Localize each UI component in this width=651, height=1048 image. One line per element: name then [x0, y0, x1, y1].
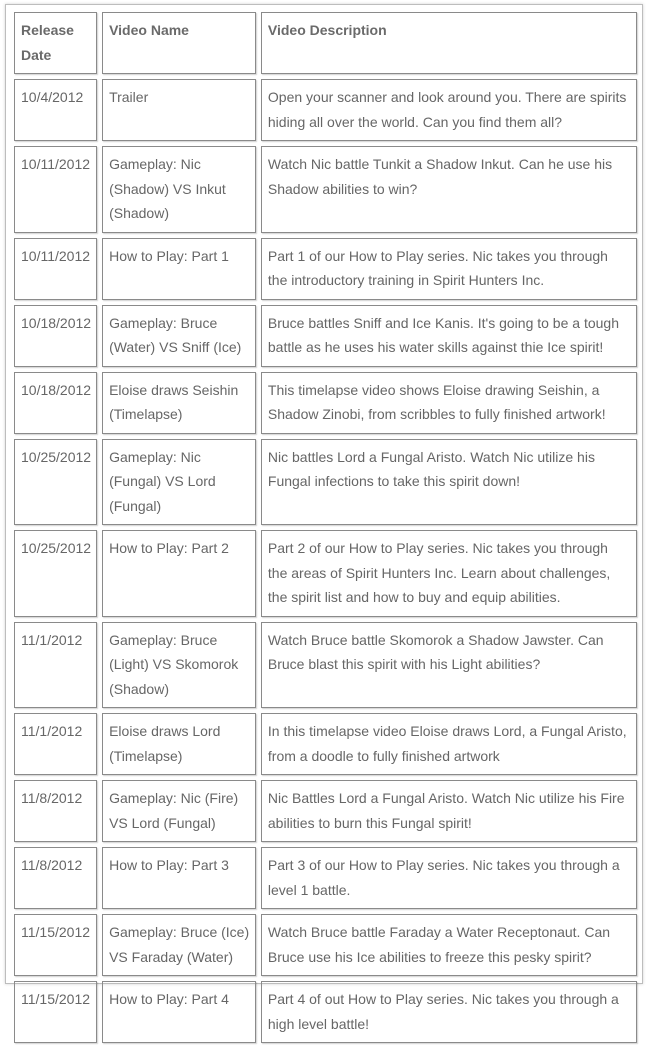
release-date-cell: 10/18/2012	[14, 372, 97, 434]
release-date-cell: 10/25/2012	[14, 439, 97, 526]
release-date-cell: 11/8/2012	[14, 780, 97, 842]
release-date-cell: 10/18/2012	[14, 305, 97, 367]
table-body	[14, 79, 637, 1043]
video-description-cell: Open your scanner and look around you. There are spirits hiding all over the world. Can you find them all?	[261, 79, 637, 141]
release-date-cell: 10/25/2012	[14, 530, 97, 617]
header-video-name: Video Name	[102, 12, 256, 74]
video-name-cell: Gameplay: Nic (Shadow) VS Inkut (Shadow)	[102, 146, 256, 233]
table-row	[14, 372, 637, 434]
release-date-cell: 11/1/2012	[14, 622, 97, 709]
table-row	[14, 238, 637, 300]
video-name-cell: Trailer	[102, 79, 256, 141]
video-name-cell: Eloise draws Lord (Timelapse)	[102, 713, 256, 775]
video-description-cell: In this timelapse video Eloise draws Lord, a Fungal Aristo, from a doodle to fully finished artwork	[261, 713, 637, 775]
video-name-cell: Gameplay: Bruce (Light) VS Skomorok (Shadow)	[102, 622, 256, 709]
video-name-cell: Eloise draws Seishin (Timelapse)	[102, 372, 256, 434]
release-date-cell: 10/11/2012	[14, 238, 97, 300]
video-name-cell: How to Play: Part 1	[102, 238, 256, 300]
table-row	[14, 439, 637, 526]
video-description-cell: Part 3 of our How to Play series. Nic takes you through a level 1 battle.	[261, 847, 637, 909]
video-description-cell: Part 4 of out How to Play series. Nic takes you through a high level battle!	[261, 981, 637, 1043]
video-table-container	[5, 4, 643, 1032]
release-date-cell: 11/8/2012	[14, 847, 97, 909]
video-description-cell: Watch Bruce battle Skomorok a Shadow Jawster. Can Bruce blast this spirit with his Light abilities?	[261, 622, 637, 709]
release-date-cell: 11/15/2012	[14, 914, 97, 976]
table-row	[14, 780, 637, 842]
release-date-cell: 11/15/2012	[14, 981, 97, 1043]
video-name-cell: Gameplay: Nic (Fungal) VS Lord (Fungal)	[102, 439, 256, 526]
video-description-cell: Nic battles Lord a Fungal Aristo. Watch Nic utilize his Fungal infections to take this spirit down!	[261, 439, 637, 526]
table-row	[14, 305, 637, 367]
video-description-cell: Watch Bruce battle Faraday a Water Receptonaut. Can Bruce use his Ice abilities to freeze this pesky spirit?	[261, 914, 637, 976]
release-date-cell: 10/4/2012	[14, 79, 97, 141]
video-description-cell: Nic Battles Lord a Fungal Aristo. Watch Nic utilize his Fire abilities to burn this Fungal spirit!	[261, 780, 637, 842]
table-row	[14, 981, 637, 1043]
video-description-cell: Part 1 of our How to Play series. Nic takes you through the introductory training in Spirit Hunters Inc.	[261, 238, 637, 300]
table-row	[14, 713, 637, 775]
table-row	[14, 914, 637, 976]
video-name-cell: How to Play: Part 2	[102, 530, 256, 617]
video-release-table	[9, 7, 642, 1048]
video-description-cell: Bruce battles Sniff and Ice Kanis. It's going to be a tough battle as he uses his water skills against thie Ice spirit!	[261, 305, 637, 367]
header-release-date: Release Date	[14, 12, 97, 74]
video-name-cell: Gameplay: Bruce (Ice) VS Faraday (Water)	[102, 914, 256, 976]
video-name-cell: How to Play: Part 3	[102, 847, 256, 909]
video-name-cell: Gameplay: Nic (Fire) VS Lord (Fungal)	[102, 780, 256, 842]
video-description-cell: Part 2 of our How to Play series. Nic takes you through the areas of Spirit Hunters Inc. Learn about challenges, the spirit list and how to buy and equip abilities.	[261, 530, 637, 617]
table-row	[14, 530, 637, 617]
table-row	[14, 847, 637, 909]
table-row	[14, 146, 637, 233]
table-row	[14, 622, 637, 709]
video-name-cell: How to Play: Part 4	[102, 981, 256, 1043]
video-name-cell: Gameplay: Bruce (Water) VS Sniff (Ice)	[102, 305, 256, 367]
video-description-cell: Watch Nic battle Tunkit a Shadow Inkut. Can he use his Shadow abilities to win?	[261, 146, 637, 233]
table-row	[14, 79, 637, 141]
release-date-cell: 11/1/2012	[14, 713, 97, 775]
table-header-row	[14, 12, 637, 74]
release-date-cell: 10/11/2012	[14, 146, 97, 233]
header-video-description: Video Description	[261, 12, 637, 74]
video-description-cell: This timelapse video shows Eloise drawing Seishin, a Shadow Zinobi, from scribbles to fully finished artwork!	[261, 372, 637, 434]
